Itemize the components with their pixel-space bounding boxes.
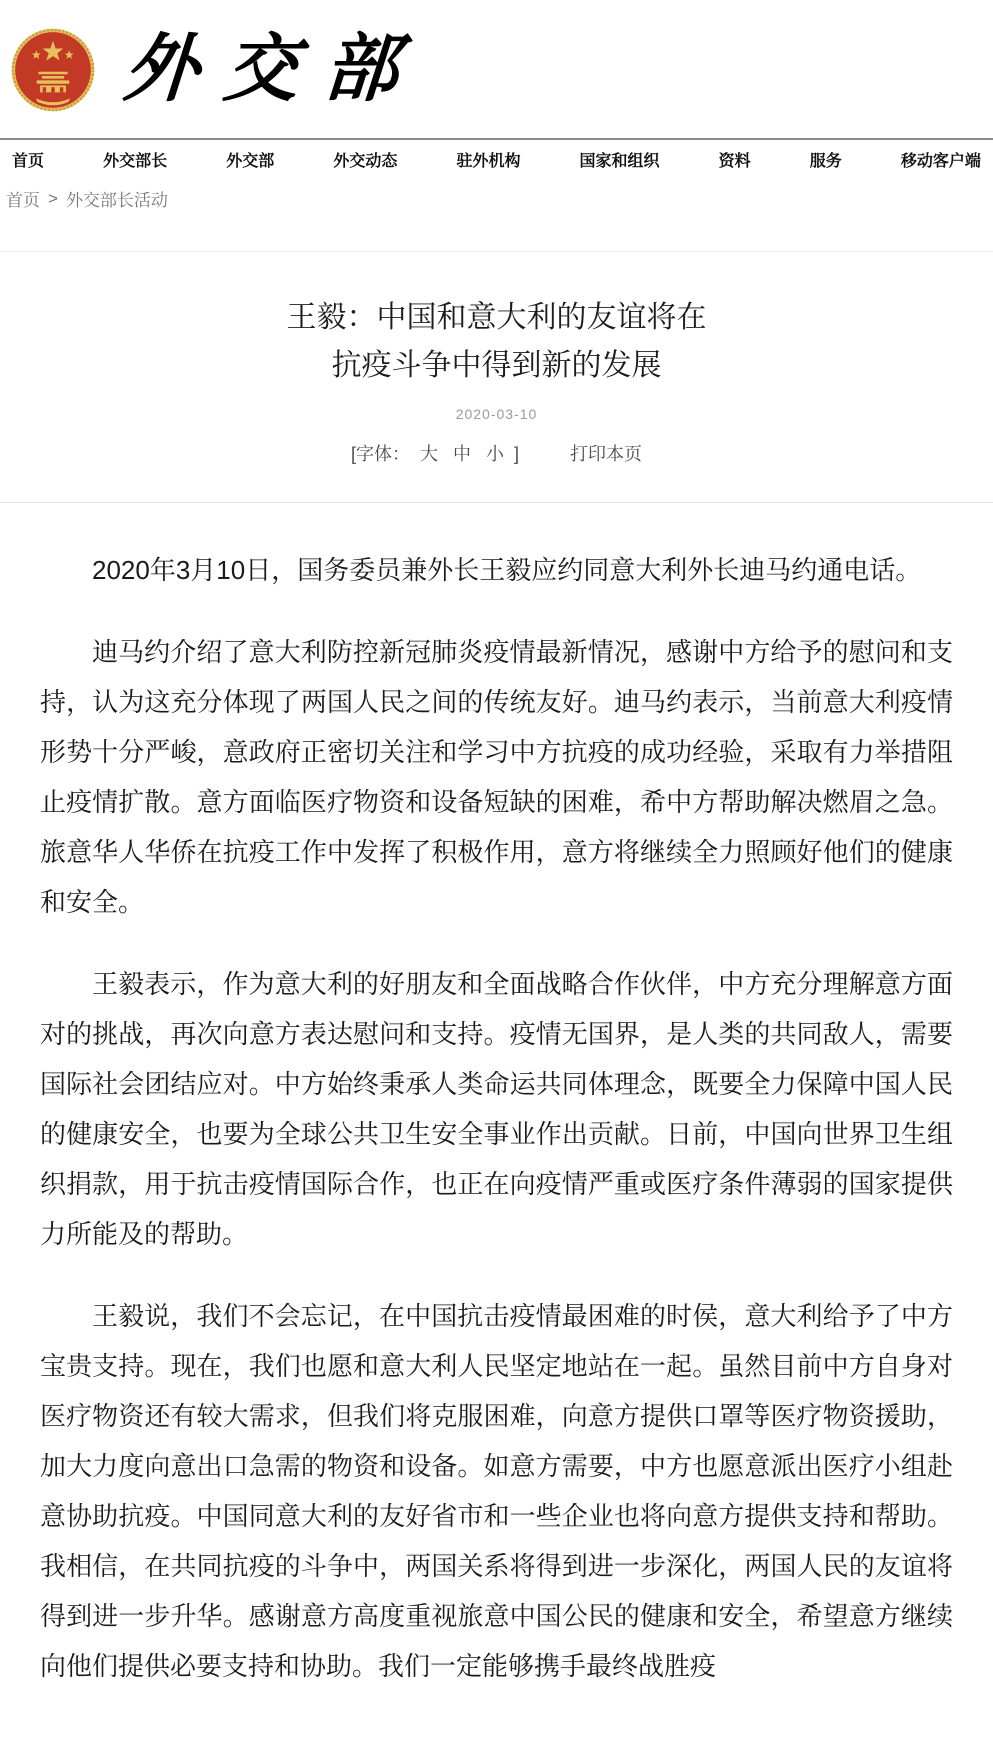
nav-item-ministry[interactable]: 外交部 [226,152,275,170]
nav-item-home[interactable]: 首页 [12,152,45,170]
breadcrumb [0,178,993,211]
nav-item-services[interactable]: 服务 [809,152,842,170]
national-emblem-icon [10,27,96,113]
article-paragraph-1: 2020年3月10日，国务委员兼外长王毅应约同意大利外长迪马约通电话。 [92,555,922,585]
print-page-button[interactable]: 打印本页 [570,444,643,464]
breadcrumb-current-link[interactable]: 外交部长活动 [65,191,168,210]
font-size-large-button[interactable]: 大 [419,444,438,464]
nav-item-mobile-client[interactable]: 移动客户端 [900,152,981,170]
font-size-label-open: [字体： [350,444,410,464]
nav-item-diplomatic-news[interactable]: 外交动态 [333,152,398,170]
article-title [0,294,993,390]
site-header [0,0,993,138]
article-date: 2020-03-10 [455,406,538,422]
breadcrumb-home-link[interactable]: 首页 [6,191,40,210]
article-body [0,503,993,1691]
main-nav [0,138,993,178]
nav-item-foreign-minister[interactable]: 外交部长 [103,152,168,170]
article-toolbar [0,440,993,466]
article-paragraph-3: 王毅表示，作为意大利的好朋友和全面战略合作伙伴，中方充分理解意方面对的挑战，再次向意方表达慰问和支持。疫情无国界，是人类的共同敌人，需要国际社会团结应对。中方始终秉承人类命运共同体理念，既要全力保障中国人民的健康安全，也要为全球公共卫生安全事业作出贡献。日前，中国向世界卫生组织捐款，用于抗击疫情国际合作，也正在向疫情严重或医疗条件薄弱的国家提供力所能及的帮助。 [40,969,953,1249]
article-paragraph-4: 王毅说，我们不会忘记，在中国抗击疫情最困难的时侯，意大利给予了中方宝贵支持。现在，我们也愿和意大利人民坚定地站在一起。虽然目前中方自身对医疗物资还有较大需求，但我们将克服困难，向意方提供口罩等医疗物资援助，加大力度向意出口急需的物资和设备。如意方需要，中方也愿意派出医疗小组赴意协助抗疫。中国同意大利的友好省市和一些企业也将向意方提供支持和帮助。我相信，在共同抗疫的斗争中，两国关系将得到进一步深化，两国人民的友谊将得到进一步升华。感谢意方高度重视旅意中国公民的健康和安全，希望意方继续向他们提供必要支持和协助。我们一定能够携手最终战胜疫 [40,1301,953,1681]
font-size-small-button[interactable]: 小 [486,444,504,464]
article-title-line2: 抗疫斗争中得到新的发展 [331,349,662,382]
breadcrumb-separator: > [48,188,58,208]
calligraphy-logo-text: 外交部 [120,26,428,112]
article-paragraph-2: 迪马约介绍了意大利防控新冠肺炎疫情最新情况，感谢中方给予的慰问和支持，认为这充分体现了两国人民之间的传统友好。迪马约表示，当前意大利疫情形势十分严峻，意政府正密切关注和学习中方抗疫的成功经验，采取有力举措阻止疫情扩散。意方面临医疗物资和设备短缺的困难，希中方帮助解决燃眉之急。旅意华人华侨在抗疫工作中发挥了积极作用，意方将继续全力照顾好他们的健康和安全。 [40,637,953,917]
nav-item-missions-abroad[interactable]: 驻外机构 [456,152,521,170]
header-divider [0,251,993,252]
font-size-label-close: ] [514,444,520,464]
font-size-medium-button[interactable]: 中 [452,444,471,464]
article-title-line1: 王毅：中国和意大利的友谊将在 [286,301,707,334]
nav-item-countries-organizations[interactable]: 国家和组织 [579,152,660,170]
nav-item-resources[interactable]: 资料 [718,152,751,170]
